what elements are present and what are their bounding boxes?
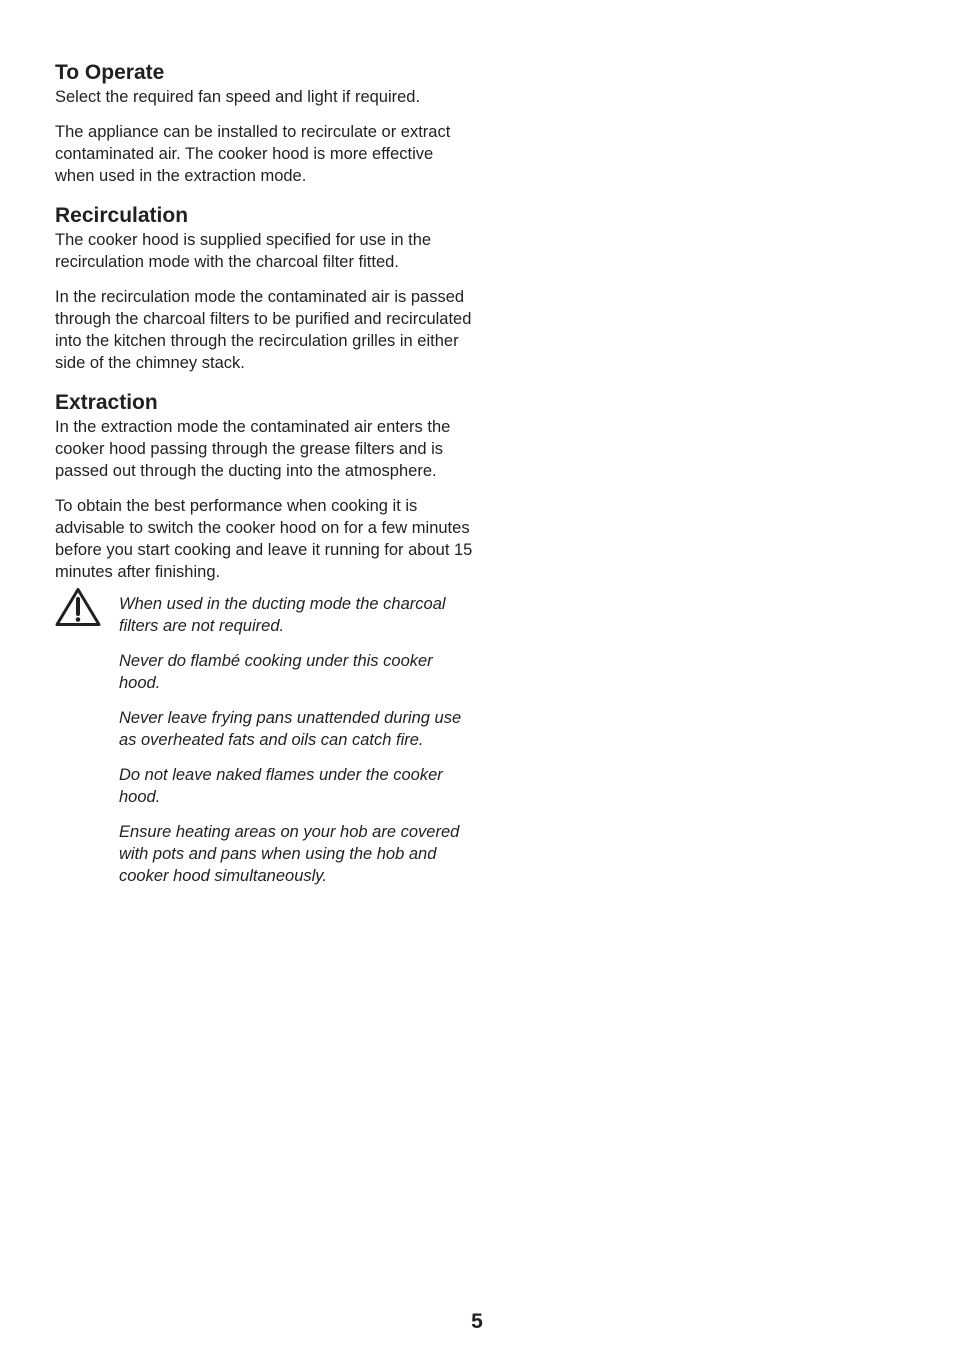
warning-text — [119, 593, 475, 887]
heading-recirculation: Recirculation — [55, 204, 189, 227]
heading-to-operate: To Operate — [55, 61, 165, 84]
warning-item: Never leave frying pans unattended during use as overheated fats and oils can catch fire. — [119, 709, 462, 749]
operate-paragraph-1: Select the required fan speed and light if required. — [55, 88, 421, 106]
warning-block — [55, 593, 475, 887]
main-column — [55, 60, 475, 887]
warning-item: Ensure heating areas on your hob are covered with pots and pans when using the hob and cooker hood simultaneously. — [119, 823, 460, 885]
warning-triangle-icon — [55, 587, 101, 627]
heading-extraction: Extraction — [55, 391, 158, 414]
warning-item: When used in the ducting mode the charcoal filters are not required. — [119, 595, 446, 635]
extraction-paragraph-2: To obtain the best performance when cooking it is advisable to switch the cooker hood on for a few minutes before you start cooking and leave it running for about 15 minutes after finishing. — [55, 497, 473, 581]
extraction-paragraph-1: In the extraction mode the contaminated air enters the cooker hood passing through the grease filters and is passed out through the ducting into the atmosphere. — [55, 418, 451, 480]
recirculation-paragraph-2: In the recirculation mode the contaminated air is passed through the charcoal filters to be purified and recirculated into the kitchen through the recirculation grilles in either side of the chimney stack. — [55, 288, 472, 372]
warning-item: Never do flambé cooking under this cooker hood. — [119, 652, 433, 692]
page-number: 5 — [471, 1310, 483, 1333]
recirculation-paragraph-1: The cooker hood is supplied specified for use in the recirculation mode with the charcoal filter fitted. — [55, 231, 432, 271]
warning-item: Do not leave naked flames under the cooker hood. — [119, 766, 443, 806]
operate-paragraph-2: The appliance can be installed to recirculate or extract contaminated air. The cooker hood is more effective when used in the extraction mode. — [55, 123, 451, 185]
